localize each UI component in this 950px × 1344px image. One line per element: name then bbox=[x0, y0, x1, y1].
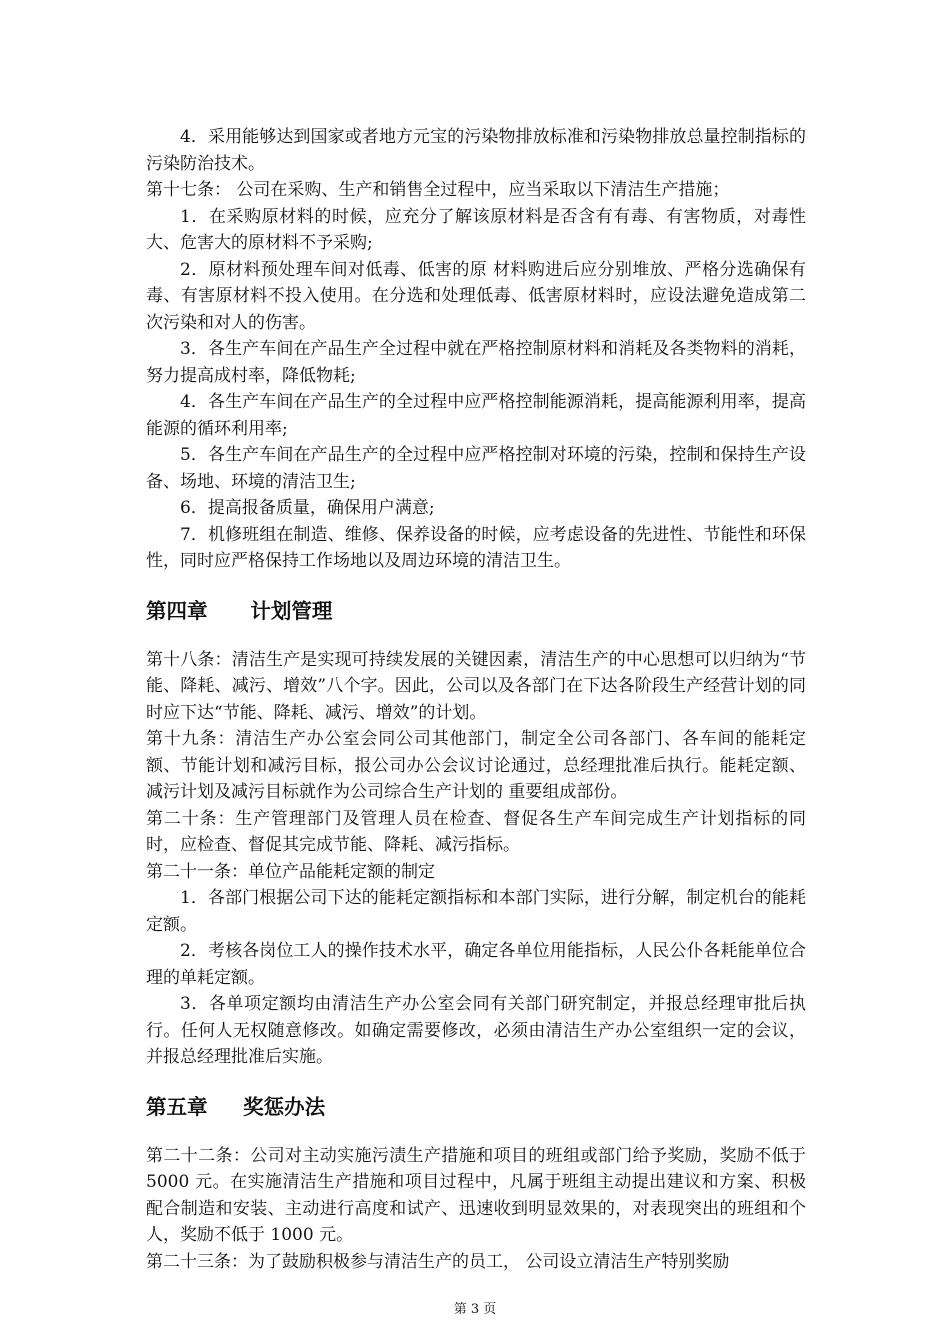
section-chapter4 bbox=[146, 647, 806, 1071]
paragraph: 3．各单项定额均由清洁生产办公室会同有关部门研究制定，并报总经理审批后执行。任何人无权随意修改。如确定需要修改，必须由清洁生产办公室组织一定的会议，并报总经理批准后实施。 bbox=[146, 994, 806, 1067]
paragraph: 5．各生产车间在产品生产的全过程中应严格控制对环境的污染，控制和保持生产设备、场地、环境的清洁卫生; bbox=[146, 445, 806, 492]
paragraph: 6．提高报备质量，确保用户满意; bbox=[180, 498, 435, 518]
paragraph: 4．各生产车间在产品生产的全过程中应严格控制能源消耗，提高能源利用率，提高能源的循环利用率; bbox=[146, 392, 806, 439]
paragraph: 第十七条： 公司在采购、生产和销售全过程中，应当采取以下清洁生产措施； bbox=[146, 180, 730, 200]
paragraph: 第十九条：清洁生产办公室会同公司其他部门，制定全公司各部门、各车间的能耗定额、节能计划和减污目标，报公司办公会议讨论通过，总经理批准后执行。能耗定额、减污计划及减污目标就作为公司综合生产计划的 重要组成部份。 bbox=[146, 729, 806, 802]
paragraph: 2．考核各岗位工人的操作技术水平，确定各单位用能指标，人民公仆各耗能单位合理的单耗定额。 bbox=[146, 941, 806, 988]
paragraph: 3．各生产车间在产品生产全过程中就在严格控制原材料和消耗及各类物料的消耗，努力提高成村率，降低物耗; bbox=[146, 339, 806, 386]
paragraph: 第二十二条：公司对主动实施污渍生产措施和项目的班组或部门给予奖励，奖励不低于 5000 元。在实施清洁生产措施和项目过程中，凡属于班组主动提出建议和方案、积极配合制造和安装、主动进行高度和试产、迅速收到明显效果的，对表现突出的班组和个人，奖励不低于 1000 元。 bbox=[146, 1145, 806, 1245]
section-chapter3-continued bbox=[146, 124, 806, 575]
paragraph: 1．在采购原材料的时候，应充分了解该原材料是否含有有毒、有害物质，对毒性大、危害大的原材料不予采购; bbox=[146, 206, 806, 253]
paragraph: 4．采用能够达到国家或者地方元宝的污染物排放标准和污染物排放总量控制指标的污染防治技术。 bbox=[146, 127, 806, 174]
paragraph: 7．机修班组在制造、维修、保养设备的时候，应考虑设备的先进性、节能性和环保性，同时应严格保持工作场地以及周边环境的清洁卫生。 bbox=[146, 524, 806, 571]
paragraph: 第二十三条：为了鼓励积极参与清洁生产的员工， 公司设立清洁生产特别奖励 bbox=[146, 1251, 730, 1272]
paragraph: 2．原材料预处理车间对低毒、低害的原 材料购进后应分别堆放、严格分选确保有毒、有害原材料不投入使用。在分选和处理低毒、低害原材料时，应设法避免造成第二次污染和对人的伤害。 bbox=[146, 259, 806, 333]
paragraph: 1．各部门根据公司下达的能耗定额指标和本部门实际，进行分解，制定机台的能耗定额。 bbox=[146, 888, 806, 935]
paragraph: 第二十条：生产管理部门及管理人员在检查、督促各生产车间完成生产计划指标的同时，应检查、督促其完成节能、降耗、减污指标。 bbox=[146, 808, 806, 855]
paragraph: 第十八条：清洁生产是实现可持续发展的关键因素，清洁生产的中心思想可以归纳为“节能、降耗、减污、增效”八个字。因此，公司以及各部门在下达各阶段生产经营计划的同时应下达“节能、降耗、减污、增效”的计划。 bbox=[146, 649, 806, 723]
paragraph: 第二十一条：单位产品能耗定额的制定 bbox=[146, 861, 435, 882]
chapter-5-heading: 第五章 奖惩办法 bbox=[146, 1094, 326, 1119]
document-body bbox=[146, 124, 806, 1275]
page-number: 第 3 页 bbox=[453, 1302, 497, 1317]
section-chapter5 bbox=[146, 1143, 806, 1276]
chapter-4-heading: 第四章 计划管理 bbox=[146, 598, 333, 623]
